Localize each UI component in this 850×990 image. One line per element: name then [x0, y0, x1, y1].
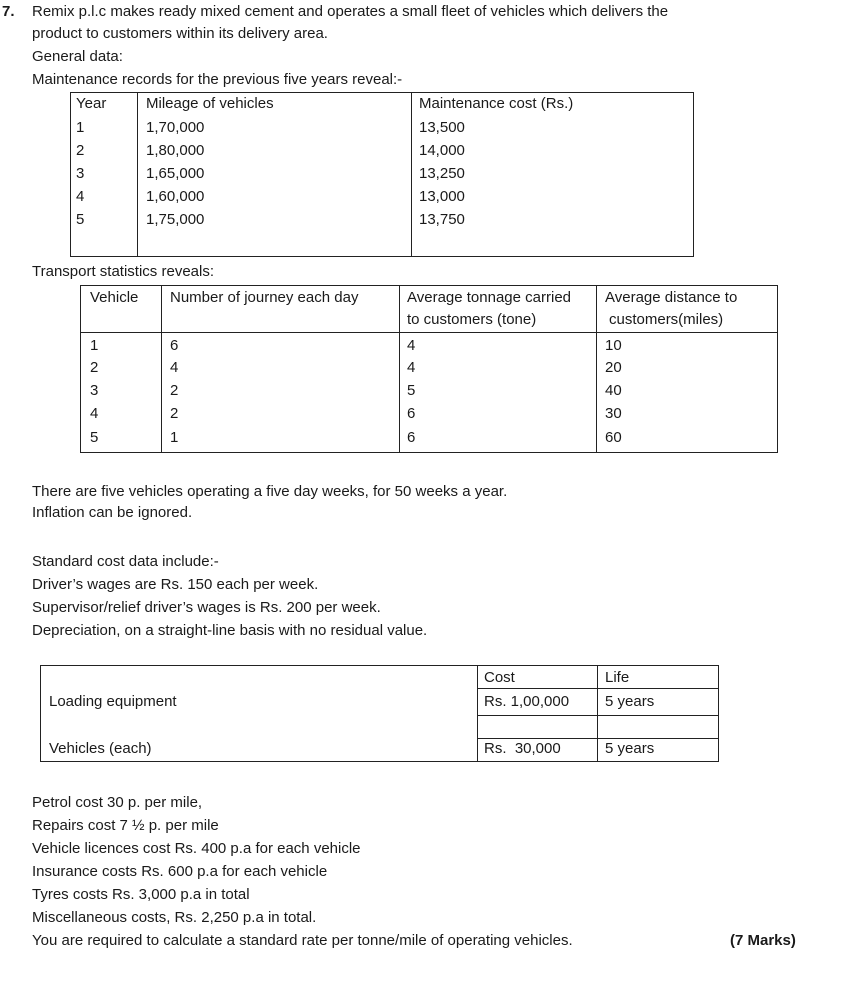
intro-line-2: product to customers within its delivery area. — [32, 25, 328, 42]
tt-header-tonnage-2: to customers (tone) — [407, 311, 537, 328]
other-cost-line: Miscellaneous costs, Rs. 2,250 p.a in total. — [32, 909, 317, 926]
general-data-label: General data: — [32, 48, 123, 65]
tt-header-distance-1: Average distance to — [605, 289, 738, 306]
intro-line-1: Remix p.l.c makes ready mixed cement and operates a small fleet of vehicles which delivers the — [32, 3, 669, 20]
tt-cell: 60 — [605, 429, 622, 446]
mt-cell: 1,65,000 — [146, 165, 205, 182]
requirement-text: You are required to calculate a standard rate per tonne/mile of operating vehicles. — [32, 932, 573, 949]
mt-cell: 13,250 — [419, 165, 465, 182]
mt-cell: 1,60,000 — [146, 188, 205, 205]
mt-cell: 13,750 — [419, 211, 465, 228]
ct-item-label: Vehicles (each) — [49, 740, 152, 757]
ct-cell: 5 years — [605, 693, 655, 710]
mt-cell: 5 — [76, 211, 85, 228]
tt-cell: 6 — [407, 429, 416, 446]
marks-label: (7 Marks) — [730, 932, 796, 949]
tt-cell: 6 — [170, 337, 179, 354]
other-cost-line: Insurance costs Rs. 600 p.a for each vehicle — [32, 863, 328, 880]
tt-cell: 2 — [90, 359, 99, 376]
maintenance-heading: Maintenance records for the previous five years reveal:- — [32, 71, 403, 88]
other-cost-line: Vehicle licences cost Rs. 400 p.a for each vehicle — [32, 840, 361, 857]
mt-header-mileage: Mileage of vehicles — [146, 95, 274, 112]
ct-header-life: Life — [605, 669, 630, 686]
ct-header-cost: Cost — [484, 669, 515, 686]
tt-header-distance-2: customers(miles) — [609, 311, 724, 328]
tt-cell: 30 — [605, 405, 622, 422]
standard-cost-line: Supervisor/relief driver’s wages is Rs. 200 per week. — [32, 599, 381, 616]
mt-header-year: Year — [76, 95, 107, 112]
mt-cell: 1,75,000 — [146, 211, 205, 228]
standard-cost-line: Driver’s wages are Rs. 150 each per week. — [32, 576, 319, 593]
mt-cell: 13,500 — [419, 119, 465, 136]
tt-cell: 2 — [170, 405, 179, 422]
tt-header-journeys: Number of journey each day — [170, 289, 359, 306]
mt-cell: 1,70,000 — [146, 119, 205, 136]
ct-cell: Rs. 30,000 — [484, 740, 561, 757]
other-cost-line: Repairs cost 7 ½ p. per mile — [32, 817, 219, 834]
tt-cell: 3 — [90, 382, 99, 399]
mt-cell: 1,80,000 — [146, 142, 205, 159]
tt-cell: 1 — [90, 337, 99, 354]
tt-cell: 5 — [90, 429, 99, 446]
tt-cell: 4 — [407, 337, 416, 354]
standard-cost-heading: Standard cost data include:- — [32, 553, 219, 570]
standard-cost-line: Depreciation, on a straight-line basis with no residual value. — [32, 622, 428, 639]
tt-header-vehicle: Vehicle — [90, 289, 139, 306]
ct-cell: Rs. 1,00,000 — [484, 693, 570, 710]
question-number: 7. — [2, 3, 15, 20]
transport-table — [80, 285, 778, 453]
ct-cell: 5 years — [605, 740, 655, 757]
tt-cell: 6 — [407, 405, 416, 422]
mt-cell: 14,000 — [419, 142, 465, 159]
tt-cell: 4 — [90, 405, 99, 422]
mt-cell: 2 — [76, 142, 85, 159]
tt-cell: 4 — [170, 359, 179, 376]
operations-line-2: Inflation can be ignored. — [32, 504, 193, 521]
tt-cell: 10 — [605, 337, 622, 354]
mt-cell: 4 — [76, 188, 85, 205]
tt-cell: 40 — [605, 382, 622, 399]
tt-cell: 2 — [170, 382, 179, 399]
other-cost-line: Petrol cost 30 p. per mile, — [32, 794, 203, 811]
ct-item-label: Loading equipment — [49, 693, 177, 710]
tt-cell: 4 — [407, 359, 416, 376]
tt-header-tonnage-1: Average tonnage carried — [407, 289, 572, 306]
mt-cell: 1 — [76, 119, 85, 136]
tt-cell: 1 — [170, 429, 179, 446]
tt-cell: 20 — [605, 359, 622, 376]
transport-heading: Transport statistics reveals: — [32, 263, 214, 280]
other-cost-line: Tyres costs Rs. 3,000 p.a in total — [32, 886, 250, 903]
tt-cell: 5 — [407, 382, 416, 399]
mt-header-cost: Maintenance cost (Rs.) — [419, 95, 574, 112]
maintenance-table — [70, 92, 694, 257]
operations-line-1: There are five vehicles operating a five day weeks, for 50 weeks a year. — [32, 483, 508, 500]
depreciation-table — [40, 665, 719, 762]
mt-cell: 3 — [76, 165, 85, 182]
mt-cell: 13,000 — [419, 188, 465, 205]
